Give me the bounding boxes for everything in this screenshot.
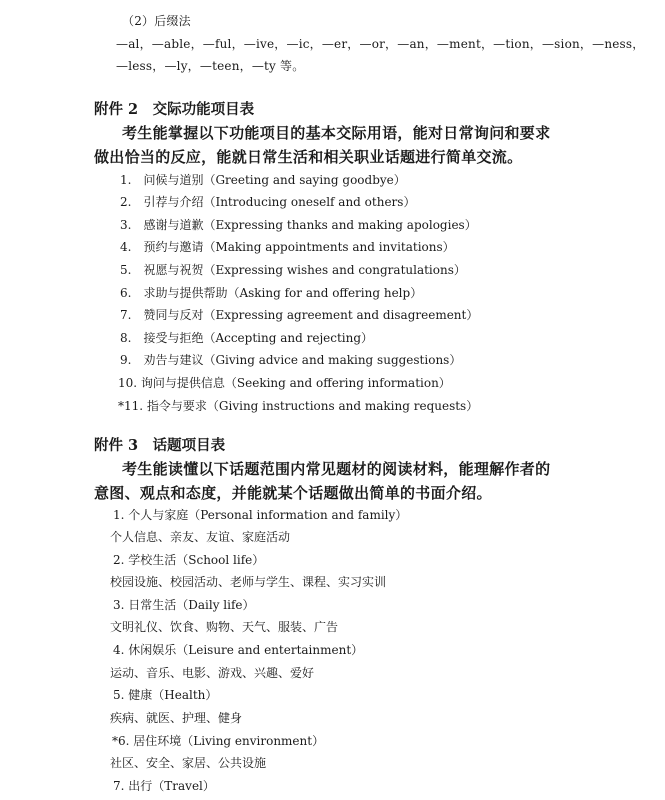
topic-title: 1. 个人与家庭（Personal information and family）: [113, 508, 408, 522]
function-item: 4. 预约与邀请（Making appointments and invitations）: [120, 240, 455, 254]
suffix-list-line-2: —less，—ly，—teen，—ty 等。: [116, 59, 305, 73]
topic-detail: 文明礼仪、饮食、购物、天气、服装、广告: [110, 620, 339, 634]
appendix-2-paragraph-line-1: 考生能掌握以下功能项目的基本交际用语，能对日常询问和要求: [122, 124, 551, 142]
function-item: 3. 感谢与道歉（Expressing thanks and making apologies）: [120, 218, 477, 232]
suffix-list-line-1: —al，—able，—ful，—ive，—ic，—er，—or，—an，—ment，—tion，—sion，—ness，: [116, 37, 645, 51]
function-item: 6. 求助与提供帮助（Asking for and offering help）: [120, 286, 423, 300]
appendix-3-paragraph-line-1: 考生能读懂以下话题范围内常见题材的阅读材料，能理解作者的: [122, 460, 551, 478]
function-item: 7. 赞同与反对（Expressing agreement and disagreement）: [120, 308, 479, 322]
topic-title: *6. 居住环境（Living environment）: [112, 734, 325, 748]
topic-detail: 运动、音乐、电影、游戏、兴趣、爱好: [110, 666, 315, 680]
topic-detail: 个人信息、亲友、友谊、家庭活动: [110, 530, 291, 544]
topic-detail: 疾病、就医、护理、健身: [110, 711, 243, 725]
appendix-3-heading: 附件 3 话题项目表: [94, 437, 226, 454]
suffix-method-title: （2）后缀法: [122, 14, 191, 28]
appendix-2-paragraph-line-2: 做出恰当的反应，能就日常生活和相关职业话题进行简单交流。: [94, 148, 523, 166]
topic-title: 7. 出行（Travel）: [113, 779, 215, 793]
topic-detail: 社区、安全、家居、公共设施: [110, 756, 267, 770]
appendix-3-paragraph-line-2: 意图、观点和态度，并能就某个话题做出简单的书面介绍。: [94, 484, 492, 502]
topic-title: 3. 日常生活（Daily life）: [113, 598, 255, 612]
function-item: 2. 引荐与介绍（Introducing oneself and others）: [120, 195, 416, 209]
function-item: 10. 询问与提供信息（Seeking and offering information）: [118, 376, 451, 390]
appendix-2-heading: 附件 2 交际功能项目表: [94, 101, 255, 118]
function-item: *11. 指令与要求（Giving instructions and making requests）: [118, 399, 479, 413]
function-item: 1. 问候与道别（Greeting and saying goodbye）: [120, 173, 406, 187]
function-item: 9. 劝告与建议（Giving advice and making suggestions）: [120, 353, 462, 367]
topic-detail: 校园设施、校园活动、老师与学生、课程、实习实训: [110, 575, 387, 589]
topic-title: 2. 学校生活（School life）: [113, 553, 265, 567]
function-item: 5. 祝愿与祝贺（Expressing wishes and congratulations）: [120, 263, 466, 277]
function-item: 8. 接受与拒绝（Accepting and rejecting）: [120, 331, 374, 345]
topic-title: 5. 健康（Health）: [113, 688, 218, 702]
topic-title: 4. 休闲娱乐（Leisure and entertainment）: [113, 643, 364, 657]
